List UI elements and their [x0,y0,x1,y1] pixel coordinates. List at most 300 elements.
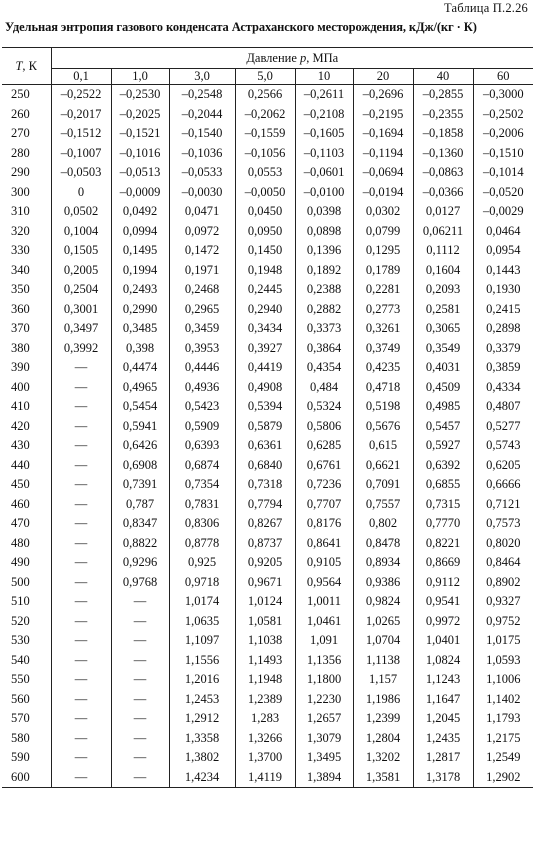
entropy-cell: 0,2965 [169,300,235,320]
entropy-cell: 1,2045 [413,709,473,729]
entropy-cell: — [111,768,169,788]
entropy-cell: 0,8478 [353,534,413,554]
entropy-cell: 0,6205 [473,456,533,476]
temperature-cell: 370 [2,319,51,339]
table-row [2,339,533,359]
temperature-cell: 260 [2,105,51,125]
table-row [2,553,533,573]
entropy-cell: — [74,555,88,570]
entropy-cell: –0,0030 [169,183,235,203]
entropy-cell: 0,7354 [169,475,235,495]
entropy-cell: 1,3802 [169,748,235,768]
table-title: Удельная энтропия газового конденсата Астраханского месторождения, кДж/(кг · К) [5,20,477,34]
entropy-cell: 0,4965 [111,378,169,398]
entropy-cell: 0,9768 [111,573,169,593]
entropy-cell: 0,9386 [353,573,413,593]
table-row [2,631,533,651]
temperature-cell: 490 [2,553,51,573]
table-row [2,534,533,554]
entropy-cell: 0,398 [111,339,169,359]
entropy-cell: 0,8778 [169,534,235,554]
entropy-cell: 0,4354 [295,358,353,378]
entropy-cell: 1,0824 [413,651,473,671]
entropy-cell: 0,5423 [169,397,235,417]
entropy-cell: –0,2522 [60,87,102,102]
entropy-cell: –0,1036 [169,144,235,164]
entropy-cell: 0,6426 [111,436,169,456]
entropy-cell: 1,1800 [295,670,353,690]
entropy-cell: 0,9671 [235,573,295,593]
pressure-column-header: 1,0 [111,69,169,85]
temperature-cell: 550 [2,670,51,690]
entropy-cell: 0,8306 [169,514,235,534]
entropy-cell: –0,1694 [353,124,413,144]
table-row [2,144,533,164]
entropy-cell: 1,1097 [169,631,235,651]
entropy-cell: 0,9824 [353,592,413,612]
entropy-cell: –0,2548 [169,85,235,105]
entropy-cell: 0,6392 [413,456,473,476]
entropy-cell: 0,7391 [111,475,169,495]
pressure-unit: , МПа [306,50,339,65]
pressure-column-header: 3,0 [169,69,235,85]
temperature-cell: 600 [2,768,51,788]
entropy-cell: 0,3459 [169,319,235,339]
temperature-header [2,48,51,85]
table-body [2,85,533,788]
table-row [2,378,533,398]
table-row [2,768,533,788]
entropy-cell: 0,9105 [295,553,353,573]
entropy-cell: 0,3065 [413,319,473,339]
entropy-cell: 0,2415 [473,300,533,320]
temperature-cell: 580 [2,729,51,749]
entropy-cell: 1,1647 [413,690,473,710]
entropy-cell: 1,1243 [413,670,473,690]
entropy-cell: 0,5743 [473,436,533,456]
entropy-cell: 0,3434 [235,319,295,339]
temperature-cell: 250 [2,85,51,105]
entropy-cell: 0,2566 [235,85,295,105]
temperature-cell: 270 [2,124,51,144]
entropy-cell: –0,2502 [473,105,533,125]
entropy-cell: 0,5457 [413,417,473,437]
pressure-column-header: 60 [473,69,533,85]
table-row [2,222,533,242]
entropy-cell: –0,1605 [295,124,353,144]
entropy-cell: — [74,535,88,550]
entropy-cell: — [74,633,88,648]
entropy-cell: 1,3700 [235,748,295,768]
entropy-cell: 0,0450 [235,202,295,222]
pressure-header [51,48,533,69]
pressure-column-header: 10 [295,69,353,85]
entropy-cell: 0,4334 [473,378,533,398]
entropy-cell: 0,8176 [295,514,353,534]
entropy-cell: –0,0520 [473,183,533,203]
entropy-cell: 0,1948 [235,261,295,281]
temperature-cell: 360 [2,300,51,320]
table-row [2,124,533,144]
entropy-cell: 0,0994 [111,222,169,242]
table-row [2,105,533,125]
entropy-cell: 1,1038 [235,631,295,651]
entropy-cell: 0,4985 [413,397,473,417]
table-row [2,475,533,495]
entropy-cell: — [111,729,169,749]
entropy-cell: 0,925 [169,553,235,573]
entropy-cell: 0,1789 [353,261,413,281]
entropy-cell: 0,2581 [413,300,473,320]
entropy-cell: 0,6855 [413,475,473,495]
entropy-cell: 1,2549 [473,748,533,768]
entropy-cell: — [74,360,88,375]
entropy-cell: 0,0502 [63,204,99,219]
entropy-cell: –0,1194 [353,144,413,164]
entropy-cell: 1,2912 [169,709,235,729]
table-row [2,709,533,729]
temperature-cell: 340 [2,261,51,281]
table-row [2,261,533,281]
entropy-cell: –0,0100 [295,183,353,203]
entropy-cell: 0,4474 [111,358,169,378]
table-row [2,300,533,320]
entropy-cell: 0,0972 [169,222,235,242]
entropy-cell: –0,2108 [295,105,353,125]
entropy-cell: 1,3266 [235,729,295,749]
entropy-cell: 0,1930 [473,280,533,300]
entropy-cell: –0,2025 [111,105,169,125]
table-row [2,241,533,261]
entropy-cell: 0,9718 [169,573,235,593]
entropy-cell: — [74,711,88,726]
entropy-cell: 1,157 [353,670,413,690]
entropy-cell: –0,1007 [60,145,102,160]
entropy-cell: 0,3864 [295,339,353,359]
table-row [2,163,533,183]
entropy-cell: –0,1559 [235,124,295,144]
entropy-cell: 0,2990 [111,300,169,320]
table-row [2,495,533,515]
table-row [2,183,533,203]
entropy-cell: 1,1556 [169,651,235,671]
entropy-cell: –0,1858 [413,124,473,144]
entropy-cell: 1,091 [295,631,353,651]
entropy-cell: 0,7318 [235,475,295,495]
entropy-cell: 0,3379 [473,339,533,359]
entropy-cell: 0,1971 [169,261,235,281]
entropy-cell: — [74,418,88,433]
entropy-cell: –0,0503 [60,165,102,180]
entropy-cell: 0,2281 [353,280,413,300]
entropy-cell: 0,4419 [235,358,295,378]
entropy-cell: –0,1014 [473,163,533,183]
temperature-cell: 330 [2,241,51,261]
entropy-cell: 1,2389 [235,690,295,710]
table-row [2,612,533,632]
table-row [2,573,533,593]
entropy-cell: 0,0553 [235,163,295,183]
temperature-cell: 320 [2,222,51,242]
temperature-cell: 310 [2,202,51,222]
temperature-cell: 300 [2,183,51,203]
entropy-cell: — [111,670,169,690]
entropy-cell: 0,6361 [235,436,295,456]
table-row [2,85,533,105]
temperature-cell: 410 [2,397,51,417]
temperature-cell: 560 [2,690,51,710]
entropy-cell: — [51,768,111,788]
entropy-cell: 1,1948 [235,670,295,690]
entropy-cell: 1,3079 [295,729,353,749]
entropy-cell: 1,3894 [295,768,353,788]
entropy-cell: 0,3549 [413,339,473,359]
entropy-cell: — [111,631,169,651]
table-row [2,280,533,300]
entropy-cell: –0,1016 [111,144,169,164]
entropy-cell: 0,1892 [295,261,353,281]
entropy-cell: 1,0011 [295,592,353,612]
entropy-cell: 1,3178 [413,768,473,788]
entropy-cell: 0,484 [295,378,353,398]
entropy-cell: 0,9752 [473,612,533,632]
entropy-cell: 0,0471 [169,202,235,222]
entropy-cell: –0,2017 [60,106,102,121]
entropy-cell: 1,3202 [353,748,413,768]
entropy-cell: –0,0050 [235,183,295,203]
temperature-cell: 480 [2,534,51,554]
entropy-cell: 0,3001 [63,301,99,316]
table-row [2,436,533,456]
entropy-cell: 0,3261 [353,319,413,339]
entropy-cell: — [74,399,88,414]
entropy-cell: 1,1006 [473,670,533,690]
pressure-symbol: p [300,50,307,65]
entropy-cell: –0,2195 [353,105,413,125]
entropy-cell: 0,787 [111,495,169,515]
entropy-cell: –0,2006 [473,124,533,144]
entropy-cell: –0,1056 [235,144,295,164]
entropy-table [2,47,533,788]
entropy-cell: 0,8822 [111,534,169,554]
entropy-cell: 0,2388 [295,280,353,300]
entropy-cell: 0,4718 [353,378,413,398]
entropy-cell: –0,0366 [413,183,473,203]
entropy-cell: 0,7770 [413,514,473,534]
table-row [2,670,533,690]
entropy-cell: 0,5394 [235,397,295,417]
entropy-cell: 1,0174 [169,592,235,612]
entropy-cell: 0,3373 [295,319,353,339]
entropy-cell: –0,1521 [111,124,169,144]
temperature-cell: 510 [2,592,51,612]
entropy-cell: 0,1604 [413,261,473,281]
entropy-cell: 0,1994 [111,261,169,281]
entropy-cell: 0,3749 [353,339,413,359]
entropy-cell: 0,6621 [353,456,413,476]
entropy-cell: 0,6908 [111,456,169,476]
entropy-cell: 1,2657 [295,709,353,729]
entropy-cell: 1,1138 [353,651,413,671]
entropy-cell: — [74,750,88,765]
temperature-cell: 280 [2,144,51,164]
entropy-cell: –0,3000 [473,85,533,105]
entropy-cell: 0,3992 [63,340,99,355]
entropy-cell: 1,1402 [473,690,533,710]
entropy-cell: 0,6874 [169,456,235,476]
temperature-cell: 430 [2,436,51,456]
entropy-cell: 1,0461 [295,612,353,632]
entropy-cell: 1,2175 [473,729,533,749]
pressure-label: Давление [246,50,297,65]
entropy-cell: 0,7831 [169,495,235,515]
pressure-column-header: 40 [413,69,473,85]
entropy-cell: –0,0694 [353,163,413,183]
entropy-cell: 0,2940 [235,300,295,320]
entropy-cell: 0,8221 [413,534,473,554]
entropy-cell: 1,0704 [353,631,413,651]
entropy-cell: 0 [77,184,85,199]
entropy-cell: 0,5277 [473,417,533,437]
temperature-cell: 390 [2,358,51,378]
entropy-cell: 1,2817 [413,748,473,768]
pressure-values-row [2,69,533,85]
entropy-cell: –0,2062 [235,105,295,125]
entropy-cell: — [74,730,88,745]
entropy-cell: –0,2044 [169,105,235,125]
pressure-column-header: 20 [353,69,413,85]
entropy-cell: 1,2016 [169,670,235,690]
entropy-cell: 0,5198 [353,397,413,417]
entropy-cell: 0,8020 [473,534,533,554]
entropy-cell: 0,6666 [473,475,533,495]
entropy-cell: 0,5927 [413,436,473,456]
table-row [2,319,533,339]
entropy-cell: 0,7236 [295,475,353,495]
entropy-cell: 0,0954 [473,241,533,261]
entropy-cell: 1,0581 [235,612,295,632]
entropy-cell: — [74,477,88,492]
table-row [2,417,533,437]
temperature-cell: 440 [2,456,51,476]
entropy-cell: 1,1493 [235,651,295,671]
entropy-cell: 1,3358 [169,729,235,749]
entropy-cell: 0,2093 [413,280,473,300]
temperature-cell: 450 [2,475,51,495]
entropy-cell: –0,1103 [295,144,353,164]
entropy-cell: 1,1986 [353,690,413,710]
entropy-cell: — [74,438,88,453]
entropy-cell: –0,0513 [111,163,169,183]
entropy-cell: –0,2696 [353,85,413,105]
entropy-cell: –0,0029 [473,202,533,222]
temperature-cell: 400 [2,378,51,398]
entropy-cell: 0,0898 [295,222,353,242]
temperature-cell: 290 [2,163,51,183]
entropy-cell: 0,0464 [473,222,533,242]
entropy-cell: 0,5879 [235,417,295,437]
entropy-cell: 0,7121 [473,495,533,515]
entropy-cell: 0,4936 [169,378,235,398]
entropy-cell: 0,5941 [111,417,169,437]
entropy-cell: –0,2530 [111,85,169,105]
entropy-cell: 0,6285 [295,436,353,456]
entropy-cell: 0,2898 [473,319,533,339]
entropy-cell: — [74,672,88,687]
temperature-cell: 470 [2,514,51,534]
entropy-cell: 0,8737 [235,534,295,554]
entropy-cell: 0,1443 [473,261,533,281]
entropy-cell: –0,2855 [413,85,473,105]
entropy-cell: — [74,691,88,706]
pressure-column-header: 0,1 [51,69,111,85]
temperature-cell: 350 [2,280,51,300]
entropy-cell: 0,8347 [111,514,169,534]
entropy-cell: 1,0401 [413,631,473,651]
table-row [2,748,533,768]
entropy-cell: — [74,594,88,609]
entropy-cell: 0,6840 [235,456,295,476]
entropy-cell: 0,7573 [473,514,533,534]
entropy-cell: 0,7794 [235,495,295,515]
temperature-cell: 540 [2,651,51,671]
table-row [2,202,533,222]
entropy-cell: — [111,612,169,632]
entropy-cell: — [74,379,88,394]
temperature-symbol: T [15,58,23,73]
entropy-cell: 0,4807 [473,397,533,417]
temperature-cell: 420 [2,417,51,437]
entropy-cell: 1,1356 [295,651,353,671]
entropy-cell: 0,0127 [413,202,473,222]
pressure-column-header: 5,0 [235,69,295,85]
entropy-cell: –0,0009 [111,183,169,203]
entropy-cell: 0,2882 [295,300,353,320]
entropy-cell: 1,2804 [353,729,413,749]
entropy-cell: 1,2399 [353,709,413,729]
entropy-cell: 0,5909 [169,417,235,437]
entropy-cell: 0,7707 [295,495,353,515]
entropy-cell: –0,2611 [295,85,353,105]
entropy-cell: –0,1512 [60,126,102,141]
entropy-cell: 0,5676 [353,417,413,437]
entropy-cell: 0,3927 [235,339,295,359]
entropy-cell: 0,1295 [353,241,413,261]
entropy-cell: –0,2355 [413,105,473,125]
entropy-cell: 0,6393 [169,436,235,456]
entropy-cell: 0,0799 [353,222,413,242]
entropy-cell: — [74,574,88,589]
entropy-cell: –0,0194 [353,183,413,203]
table-row [2,358,533,378]
entropy-cell: 0,0492 [111,202,169,222]
entropy-cell: 0,4509 [413,378,473,398]
entropy-cell: 0,3859 [473,358,533,378]
entropy-cell: 1,2902 [473,768,533,788]
entropy-cell: 0,1004 [63,223,99,238]
entropy-cell: 0,1396 [295,241,353,261]
entropy-cell: 0,8464 [473,553,533,573]
entropy-cell: 1,283 [235,709,295,729]
table-header [2,48,533,85]
entropy-cell: 0,1450 [235,241,295,261]
temperature-cell: 500 [2,573,51,593]
entropy-cell: 0,2773 [353,300,413,320]
entropy-cell: 1,0265 [353,612,413,632]
entropy-cell: 0,8669 [413,553,473,573]
table-row [2,592,533,612]
entropy-cell: 0,2445 [235,280,295,300]
